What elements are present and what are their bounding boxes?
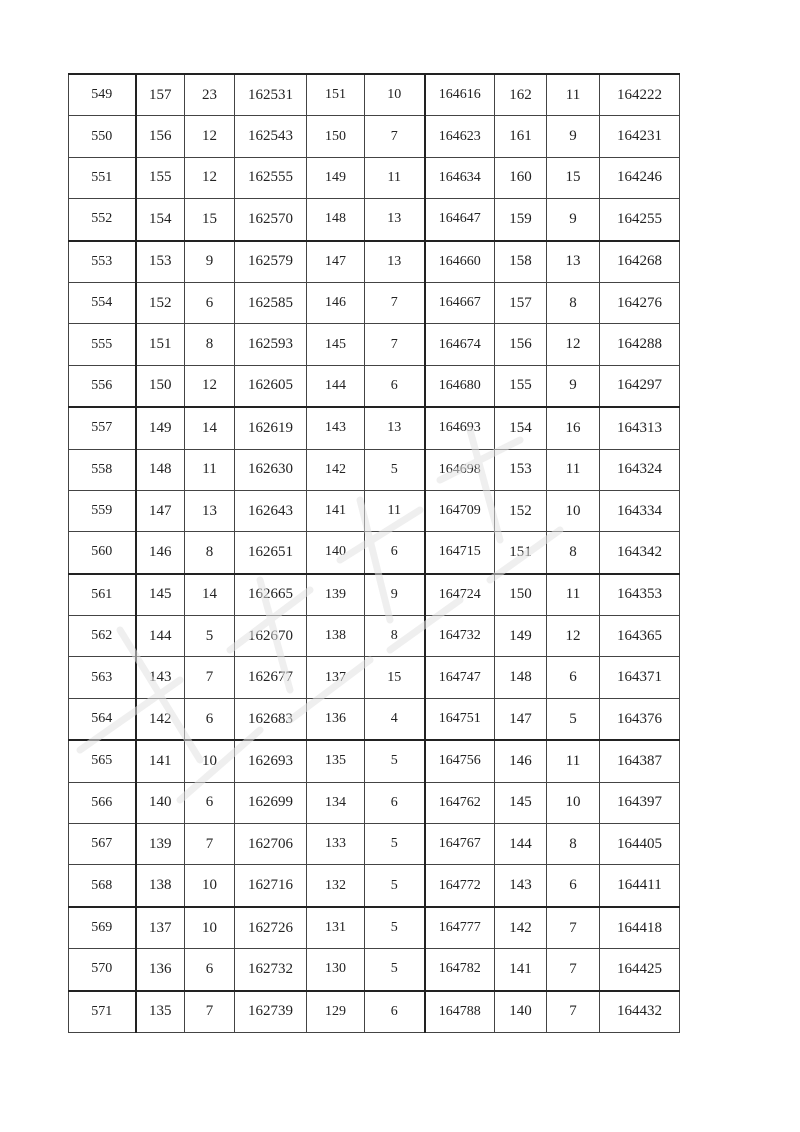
table-row: [69, 907, 680, 949]
table-cell: 14: [185, 407, 235, 449]
table-cell: 151: [495, 532, 547, 574]
table-cell: 164777: [425, 907, 495, 949]
table-cell: 147: [307, 241, 365, 283]
table-cell: 140: [495, 991, 547, 1033]
table-cell: 162579: [235, 241, 307, 283]
table-cell: 148: [307, 199, 365, 241]
table-cell: 4: [365, 698, 425, 740]
table-cell: 13: [365, 199, 425, 241]
table-cell: 10: [365, 74, 425, 116]
table-cell: 164255: [600, 199, 680, 241]
table-cell: 11: [365, 490, 425, 531]
table-row: [69, 865, 680, 907]
table-cell: 149: [136, 407, 185, 449]
table-row: [69, 199, 680, 241]
table-cell: 164231: [600, 116, 680, 157]
table-cell: 6: [547, 865, 600, 907]
table-row: [69, 824, 680, 865]
table-cell: 136: [136, 949, 185, 991]
table-cell: 164425: [600, 949, 680, 991]
table-cell: 159: [495, 199, 547, 241]
table-cell: 568: [69, 865, 136, 907]
table-cell: 164698: [425, 449, 495, 490]
table-cell: 10: [185, 865, 235, 907]
table-cell: 162630: [235, 449, 307, 490]
table-cell: 10: [185, 907, 235, 949]
table-cell: 139: [307, 574, 365, 616]
table-cell: 162665: [235, 574, 307, 616]
table-row: [69, 740, 680, 782]
table-cell: 557: [69, 407, 136, 449]
table-cell: 12: [547, 324, 600, 365]
table-cell: 560: [69, 532, 136, 574]
table-cell: 7: [547, 991, 600, 1033]
table-cell: 13: [185, 490, 235, 531]
table-row: [69, 365, 680, 407]
table-cell: 164751: [425, 698, 495, 740]
table-cell: 141: [495, 949, 547, 991]
table-cell: 142: [136, 698, 185, 740]
table-row: [69, 991, 680, 1033]
table-cell: 11: [547, 574, 600, 616]
table-cell: 164342: [600, 532, 680, 574]
table-cell: 164276: [600, 282, 680, 323]
table-cell: 559: [69, 490, 136, 531]
table-cell: 164616: [425, 74, 495, 116]
table-cell: 162619: [235, 407, 307, 449]
table-cell: 569: [69, 907, 136, 949]
table-cell: 162726: [235, 907, 307, 949]
table-cell: 162570: [235, 199, 307, 241]
table-cell: 161: [495, 116, 547, 157]
table-cell: 164634: [425, 157, 495, 198]
table-cell: 132: [307, 865, 365, 907]
table-cell: 162706: [235, 824, 307, 865]
table-cell: 7: [547, 949, 600, 991]
table-cell: 140: [307, 532, 365, 574]
table-cell: 6: [365, 991, 425, 1033]
table-cell: 164376: [600, 698, 680, 740]
table-cell: 153: [136, 241, 185, 283]
table-cell: 140: [136, 782, 185, 823]
table-cell: 11: [185, 449, 235, 490]
table-cell: 7: [365, 282, 425, 323]
table-cell: 138: [136, 865, 185, 907]
table-cell: 164732: [425, 616, 495, 657]
table-cell: 162683: [235, 698, 307, 740]
table-cell: 164709: [425, 490, 495, 531]
table-cell: 9: [547, 365, 600, 407]
table-cell: 145: [495, 782, 547, 823]
table-cell: 164411: [600, 865, 680, 907]
table-cell: 164747: [425, 657, 495, 698]
table-cell: 8: [547, 824, 600, 865]
table-cell: 164297: [600, 365, 680, 407]
table-cell: 564: [69, 698, 136, 740]
table-cell: 162677: [235, 657, 307, 698]
table-cell: 155: [495, 365, 547, 407]
table-cell: 5: [547, 698, 600, 740]
table-cell: 162716: [235, 865, 307, 907]
table-cell: 10: [547, 490, 600, 531]
table-cell: 154: [136, 199, 185, 241]
table-cell: 162543: [235, 116, 307, 157]
table-row: [69, 407, 680, 449]
table-cell: 148: [495, 657, 547, 698]
table-cell: 9: [547, 116, 600, 157]
table-cell: 164756: [425, 740, 495, 782]
table-cell: 164324: [600, 449, 680, 490]
table-cell: 164268: [600, 241, 680, 283]
table-cell: 144: [495, 824, 547, 865]
table-cell: 155: [136, 157, 185, 198]
table-cell: 563: [69, 657, 136, 698]
table-cell: 8: [365, 616, 425, 657]
table-row: [69, 490, 680, 531]
table-cell: 553: [69, 241, 136, 283]
table-cell: 134: [307, 782, 365, 823]
table-cell: 164397: [600, 782, 680, 823]
table-row: [69, 241, 680, 283]
table-cell: 152: [495, 490, 547, 531]
table-cell: 164762: [425, 782, 495, 823]
table-cell: 7: [547, 907, 600, 949]
table-cell: 151: [136, 324, 185, 365]
table-cell: 129: [307, 991, 365, 1033]
table-cell: 7: [365, 116, 425, 157]
table-cell: 554: [69, 282, 136, 323]
table-cell: 143: [307, 407, 365, 449]
table-row: [69, 782, 680, 823]
table-cell: 164788: [425, 991, 495, 1033]
table-cell: 162605: [235, 365, 307, 407]
table-cell: 164418: [600, 907, 680, 949]
table-cell: 7: [185, 991, 235, 1033]
table-cell: 11: [547, 740, 600, 782]
table-cell: 13: [365, 241, 425, 283]
table-cell: 7: [185, 657, 235, 698]
table-cell: 12: [185, 116, 235, 157]
table-cell: 9: [365, 574, 425, 616]
table-cell: 144: [307, 365, 365, 407]
table-cell: 164772: [425, 865, 495, 907]
table-cell: 164353: [600, 574, 680, 616]
table-cell: 164647: [425, 199, 495, 241]
table-row: [69, 74, 680, 116]
table-body: [69, 74, 680, 1032]
table-cell: 142: [307, 449, 365, 490]
table-cell: 162593: [235, 324, 307, 365]
table-cell: 149: [495, 616, 547, 657]
table-row: [69, 324, 680, 365]
table-cell: 130: [307, 949, 365, 991]
table-cell: 562: [69, 616, 136, 657]
table-cell: 5: [365, 865, 425, 907]
table-cell: 7: [365, 324, 425, 365]
table-cell: 164387: [600, 740, 680, 782]
table-cell: 6: [185, 949, 235, 991]
table-cell: 5: [185, 616, 235, 657]
table-cell: 142: [495, 907, 547, 949]
table-cell: 565: [69, 740, 136, 782]
table-cell: 138: [307, 616, 365, 657]
table-cell: 146: [495, 740, 547, 782]
table-cell: 150: [495, 574, 547, 616]
table-cell: 162531: [235, 74, 307, 116]
table-row: [69, 282, 680, 323]
table-cell: 13: [547, 241, 600, 283]
table-cell: 8: [185, 532, 235, 574]
table-cell: 154: [495, 407, 547, 449]
table-cell: 11: [547, 74, 600, 116]
table-cell: 164222: [600, 74, 680, 116]
table-cell: 160: [495, 157, 547, 198]
table-cell: 11: [365, 157, 425, 198]
table-cell: 139: [136, 824, 185, 865]
table-cell: 141: [136, 740, 185, 782]
table-cell: 164623: [425, 116, 495, 157]
table-cell: 135: [307, 740, 365, 782]
table-cell: 153: [495, 449, 547, 490]
table-cell: 12: [185, 157, 235, 198]
table-cell: 561: [69, 574, 136, 616]
table-cell: 558: [69, 449, 136, 490]
table-cell: 15: [365, 657, 425, 698]
table-cell: 146: [307, 282, 365, 323]
table-row: [69, 449, 680, 490]
table-cell: 8: [547, 282, 600, 323]
table-cell: 164365: [600, 616, 680, 657]
table-cell: 567: [69, 824, 136, 865]
table-cell: 164288: [600, 324, 680, 365]
table-cell: 566: [69, 782, 136, 823]
table-cell: 570: [69, 949, 136, 991]
table-cell: 5: [365, 824, 425, 865]
table-cell: 550: [69, 116, 136, 157]
table-cell: 144: [136, 616, 185, 657]
table-cell: 162699: [235, 782, 307, 823]
table-cell: 162: [495, 74, 547, 116]
table-cell: 162555: [235, 157, 307, 198]
table-cell: 555: [69, 324, 136, 365]
table-cell: 164246: [600, 157, 680, 198]
table-cell: 151: [307, 74, 365, 116]
table-cell: 164660: [425, 241, 495, 283]
table-cell: 162693: [235, 740, 307, 782]
table-cell: 143: [495, 865, 547, 907]
table-cell: 6: [185, 698, 235, 740]
table-cell: 6: [365, 782, 425, 823]
table-cell: 164724: [425, 574, 495, 616]
table-cell: 162670: [235, 616, 307, 657]
table-cell: 133: [307, 824, 365, 865]
table-cell: 10: [547, 782, 600, 823]
table-cell: 147: [136, 490, 185, 531]
table-cell: 16: [547, 407, 600, 449]
table-cell: 12: [185, 365, 235, 407]
table-cell: 164782: [425, 949, 495, 991]
table-row: [69, 574, 680, 616]
table-cell: 571: [69, 991, 136, 1033]
table-cell: 162585: [235, 282, 307, 323]
table-cell: 148: [136, 449, 185, 490]
table-cell: 164334: [600, 490, 680, 531]
table-row: [69, 949, 680, 991]
table-row: [69, 616, 680, 657]
table-cell: 10: [185, 740, 235, 782]
table-cell: 164405: [600, 824, 680, 865]
table-cell: 13: [365, 407, 425, 449]
table-cell: 147: [495, 698, 547, 740]
table-cell: 6: [185, 282, 235, 323]
table-cell: 162732: [235, 949, 307, 991]
table-cell: 6: [365, 532, 425, 574]
table-cell: 141: [307, 490, 365, 531]
table-cell: 131: [307, 907, 365, 949]
table-cell: 164680: [425, 365, 495, 407]
table-cell: 145: [136, 574, 185, 616]
table-cell: 164693: [425, 407, 495, 449]
table-cell: 136: [307, 698, 365, 740]
table-cell: 6: [547, 657, 600, 698]
table-cell: 15: [547, 157, 600, 198]
table-row: [69, 698, 680, 740]
table-cell: 152: [136, 282, 185, 323]
table-cell: 6: [365, 365, 425, 407]
table-cell: 164432: [600, 991, 680, 1033]
table-row: [69, 157, 680, 198]
table-row: [69, 116, 680, 157]
table-cell: 164767: [425, 824, 495, 865]
table-cell: 549: [69, 74, 136, 116]
table-cell: 162651: [235, 532, 307, 574]
table-cell: 23: [185, 74, 235, 116]
table-cell: 157: [136, 74, 185, 116]
table-cell: 157: [495, 282, 547, 323]
table-cell: 137: [307, 657, 365, 698]
table-cell: 12: [547, 616, 600, 657]
table-cell: 156: [495, 324, 547, 365]
table-cell: 162739: [235, 991, 307, 1033]
table-cell: 11: [547, 449, 600, 490]
table-cell: 9: [185, 241, 235, 283]
table-cell: 164674: [425, 324, 495, 365]
table-cell: 6: [185, 782, 235, 823]
table-cell: 8: [185, 324, 235, 365]
table-cell: 164313: [600, 407, 680, 449]
table-cell: 146: [136, 532, 185, 574]
table-cell: 14: [185, 574, 235, 616]
table-cell: 143: [136, 657, 185, 698]
table-cell: 5: [365, 449, 425, 490]
table-cell: 145: [307, 324, 365, 365]
table-cell: 164715: [425, 532, 495, 574]
table-cell: 8: [547, 532, 600, 574]
table-cell: 9: [547, 199, 600, 241]
table-cell: 150: [307, 116, 365, 157]
table-cell: 150: [136, 365, 185, 407]
table-row: [69, 532, 680, 574]
table-cell: 162643: [235, 490, 307, 531]
table-cell: 7: [185, 824, 235, 865]
table-cell: 551: [69, 157, 136, 198]
score-table: [68, 73, 680, 1033]
table-cell: 5: [365, 949, 425, 991]
table-cell: 15: [185, 199, 235, 241]
table-cell: 5: [365, 907, 425, 949]
table-cell: 164371: [600, 657, 680, 698]
table-row: [69, 657, 680, 698]
table-cell: 158: [495, 241, 547, 283]
table-cell: 137: [136, 907, 185, 949]
table-cell: 156: [136, 116, 185, 157]
table-cell: 556: [69, 365, 136, 407]
table-cell: 135: [136, 991, 185, 1033]
table-cell: 164667: [425, 282, 495, 323]
table-cell: 149: [307, 157, 365, 198]
table-cell: 552: [69, 199, 136, 241]
table-cell: 5: [365, 740, 425, 782]
